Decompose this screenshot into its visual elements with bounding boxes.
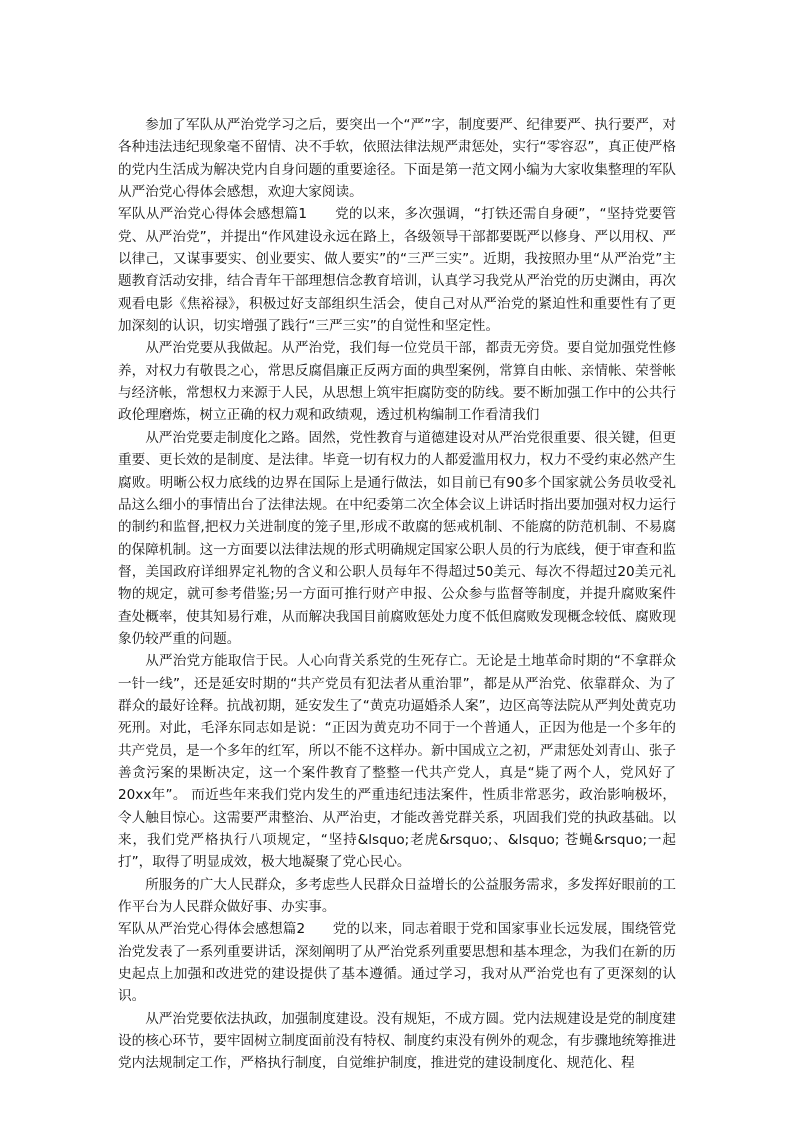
section-2-heading-paragraph: 军队从严治党心得体会感想篇2 党的以来，同志着眼于党和国家事业长远发展，围绕管党治党发表了一系列重要讲话，深刻阐明了从严治党系列重要思想和基本理念，为我们在新的历史起点上加强和改进党的建设提供了基本遵循。通过学习，我对从严治党也有了更深刻的认识。 bbox=[118, 921, 676, 1005]
body-paragraph-rule-of-law: 从严治党要依法执政，加强制度建设。没有规矩，不成方圆。党内法规建设是党的制度建设的核心环节，要牢固树立制度面前没有特权、制度约束没有例外的观念，有步骤地统筹推进党内法规制定工作，严格执行制度，自觉维护制度，推进党的建设制度化、规范化、程 bbox=[118, 1010, 676, 1072]
intro-paragraph: 参加了军队从严治党学习之后，要突出一个“严”字，制度要严、纪律要严、执行要严，对各种违法违纪现象毫不留情、决不手软，依照法律法规严肃惩处，实行“零容忍”，真正使严格的党内生活成为解决党内自身问题的重要途径。下面是第一范文网小编为大家收集整理的军队从严治党心得体会感想，欢迎大家阅读。 bbox=[118, 117, 676, 201]
body-paragraph-self-discipline: 从严治党要从我做起。从严治党，我们每一位党员干部，都责无旁贷。要自觉加强党性修养，对权力有敬畏之心，常思反腐倡廉正反两方面的典型案例，常算自由帐、亲情帐、荣誉帐与经济帐，常想权力来源于人民，从思想上筑牢拒腐防变的防线。要不断加强工作中的公共行政伦理磨炼，树立正确的权力观和政绩观，透过机构编制工作看清我们 bbox=[118, 340, 676, 424]
document-page bbox=[118, 114, 676, 1075]
body-paragraph-public-trust: 从严治党方能取信于民。人心向背关系党的生死存亡。无论是土地革命时期的“不拿群众一针一线”，还是延安时期的“共产党员有犯法者从重治罪”，都是从严治党、依靠群众、为了群众的最好诠释。抗战初期，延安发生了“黄克功逼婚杀人案”，边区高等法院从严判处黄克功死刑。对此，毛泽东同志如是说：“正因为黄克功不同于一个普通人，正因为他是一个多年的共产党员，是一个多年的红军，所以不能不这样办。新中国成立之初，严肃惩处刘青山、张子善贪污案的果断决定，这一个案件教育了整整一代共产党人，真是“毙了两个人，党风好了20xx年”。 而近些年来我们党内发生的严重违纪违法案件，性质非常恶劣，政治影响极坏，令人触目惊心。这需要严肃整治、从严治吏，才能改善党群关系，巩固我们党的执政基础。以来，我们党严格执行八项规定，“坚持&lsquo;老虎&rsquo;、&lsquo; 苍蝇&rsquo;一起打”，取得了明显成效，极大地凝聚了党心民心。 bbox=[118, 653, 676, 871]
section-1-heading-paragraph: 军队从严治党心得体会感想篇1 党的以来，多次强调，“打铁还需自身硬”，“坚持党要管党、从严治党”，并提出“作风建设永远在路上，各级领导干部都要既严以修身、严以用权、严以律己，又谋事要实、创业要实、做人要实”的“三严三实”。近期，我按照办里“从严治党”主题教育活动安排，结合青年干部理想信念教育培训，认真学习我党从严治党的历史渊由，再次观看电影《焦裕禄》，积极过好支部组织生活会，使自己对从严治党的紧迫性和重要性有了更加深刻的认识，切实增强了践行“三严三实”的自觉性和坚定性。 bbox=[118, 206, 676, 335]
body-paragraph-institutionalization: 从严治党要走制度化之路。固然，党性教育与道德建设对从严治党很重要、很关键，但更重要、更长效的是制度、是法律。毕竟一切有权力的人都爱滥用权力，权力不受约束必然产生腐败。明晰公权力底线的边界在国际上是通行做法，如目前已有90多个国家就公务员收受礼品这么细小的事情出台了法律法规。在中纪委第二次全体会议上讲话时指出要加强对权力运行的制约和监督,把权力关进制度的笼子里,形成不敢腐的惩戒机制、不能腐的防范机制、不易腐的保障机制。这一方面要以法律法规的形式明确规定国家公职人员的行为底线，便于审查和监督，美国政府详细界定礼物的含义和公职人员每年不得超过50美元、每次不得超过20美元礼物的规定，就可参考借鉴;另一方面可推行财产申报、公众参与监督等制度，并提升腐败案件查处概率，使其知易行难，从而解决我国目前腐败惩处力度不低但腐败发现概念较低、腐败现象仍较严重的问题。 bbox=[118, 429, 676, 647]
body-paragraph-serve-public: 所服务的广大人民群众，多考虑些人民群众日益增长的公益服务需求，多发挥好眼前的工作平台为人民群众做好事、办实事。 bbox=[118, 876, 676, 916]
